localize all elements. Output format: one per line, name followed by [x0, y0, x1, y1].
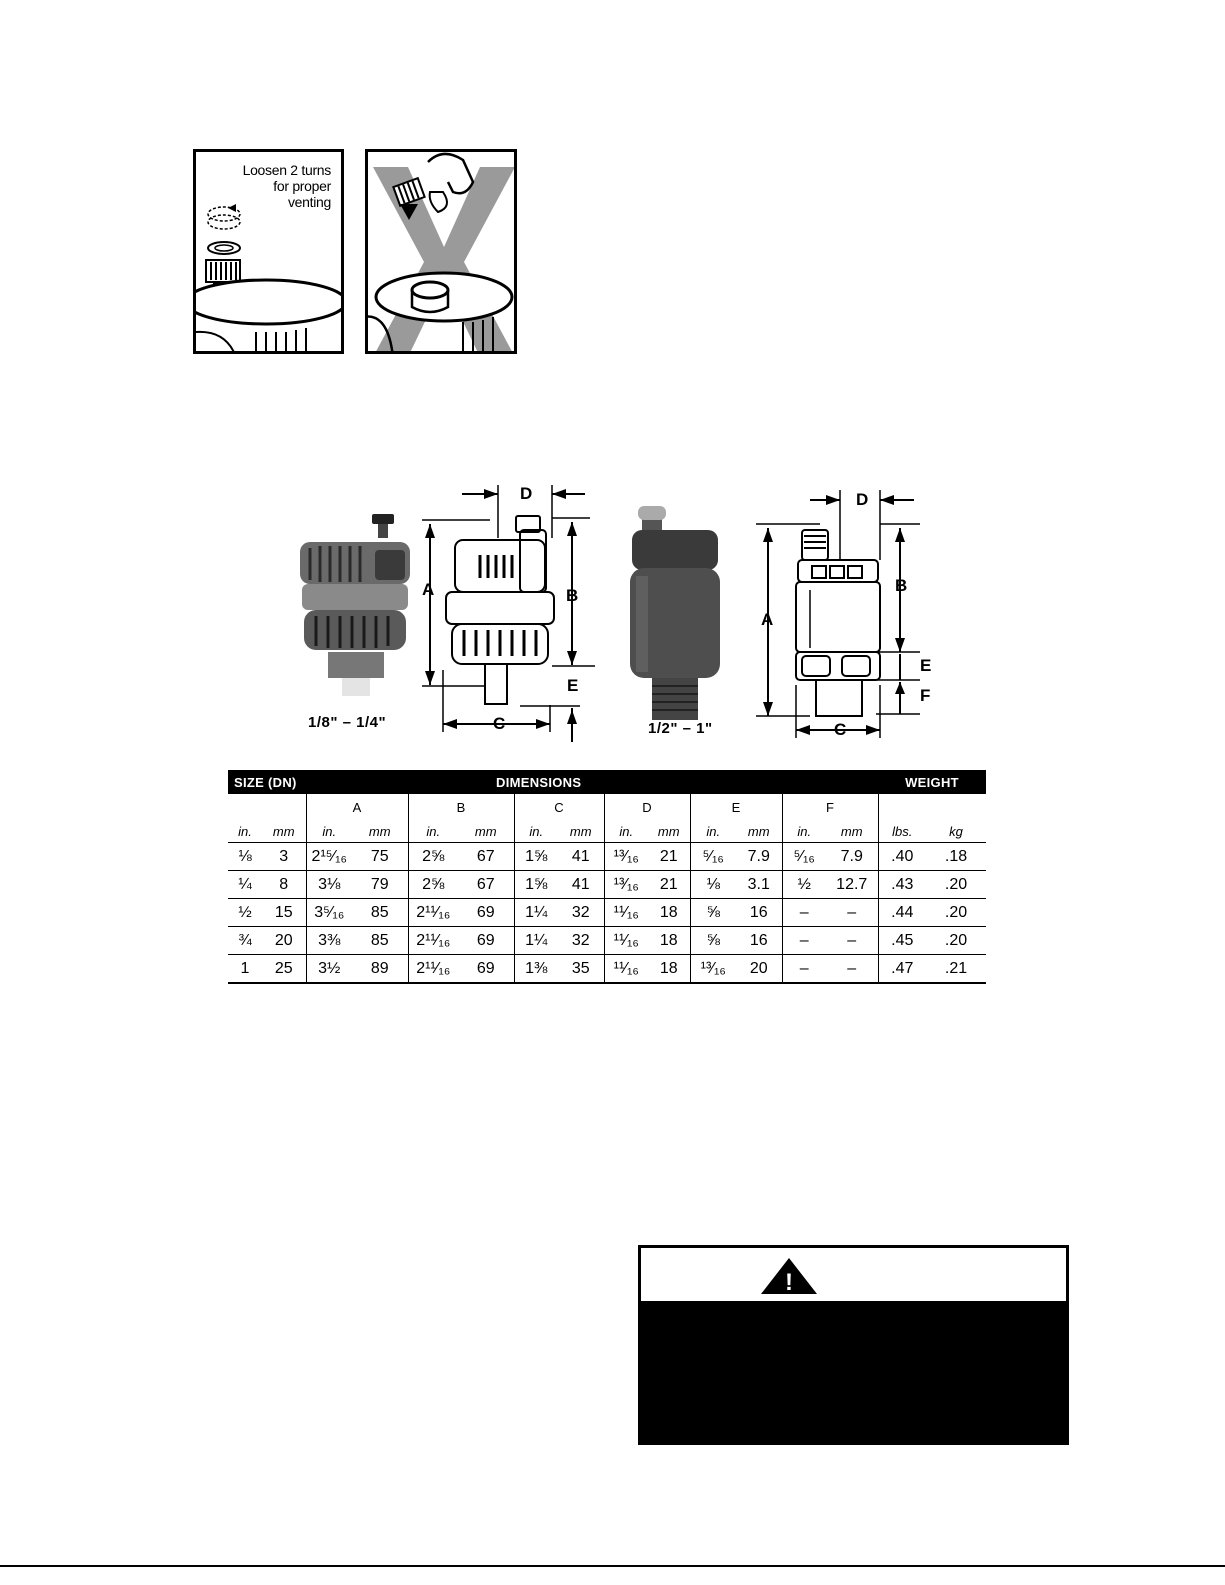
warning-body [641, 1304, 1066, 1442]
table-cell: .21 [926, 955, 986, 984]
unit-cell: in. [604, 820, 648, 843]
table-cell: 85 [352, 899, 408, 927]
table-cell: ¼ [228, 871, 262, 899]
unit-cell: in. [782, 820, 826, 843]
table-unit-row [228, 820, 986, 843]
table-cell: 20 [736, 955, 782, 984]
table-cell: 3⁵⁄₁₆ [306, 899, 352, 927]
large-vent-photo [630, 506, 720, 720]
cap-removal-prohibited-illustration [368, 152, 517, 354]
table-cell: 35 [558, 955, 604, 984]
table-cell: 67 [458, 843, 514, 871]
table-cell: 1⅝ [514, 843, 558, 871]
vent-cap-loosen-illustration [196, 152, 344, 354]
group-blank [228, 794, 306, 820]
table-cell: 89 [352, 955, 408, 984]
table-cell: .40 [878, 843, 926, 871]
table-header-row [228, 770, 986, 794]
dim-label-d-large: D [856, 490, 869, 509]
table-cell: 67 [458, 871, 514, 899]
size-header: SIZE (DN) [228, 770, 306, 794]
dim-label-f-large: F [920, 686, 931, 705]
product-figures [280, 480, 960, 750]
table-cell: 2⅝ [408, 871, 458, 899]
table-cell: 20 [262, 927, 306, 955]
table-cell: .45 [878, 927, 926, 955]
table-cell: .47 [878, 955, 926, 984]
table-cell: .44 [878, 899, 926, 927]
table-cell: 75 [352, 843, 408, 871]
table-cell: 16 [736, 899, 782, 927]
warning-triangle-icon [759, 1256, 819, 1296]
group-e: E [690, 794, 782, 820]
dimensions-header: DIMENSIONS [306, 770, 878, 794]
table-cell: 2¹⁵⁄₁₆ [306, 843, 352, 871]
unit-cell: in. [306, 820, 352, 843]
group-f: F [782, 794, 878, 820]
dim-label-a-large: A [761, 610, 774, 629]
bottom-rule [0, 1565, 1225, 1567]
group-b: B [408, 794, 514, 820]
large-vent-diagram [756, 490, 920, 738]
table-cell: ⅛ [690, 871, 736, 899]
dimensions-table [228, 770, 986, 984]
unit-cell: lbs. [878, 820, 926, 843]
dim-label-b-large: B [895, 576, 908, 595]
table-cell: – [826, 955, 878, 984]
table-cell: ¹³⁄₁₆ [690, 955, 736, 984]
table-cell: 21 [648, 843, 690, 871]
table-cell: 79 [352, 871, 408, 899]
warning-box [638, 1245, 1069, 1445]
table-cell: 3.1 [736, 871, 782, 899]
table-cell: .43 [878, 871, 926, 899]
unit-cell: mm [558, 820, 604, 843]
table-cell: 69 [458, 927, 514, 955]
dim-label-d-small: D [520, 484, 533, 503]
table-cell: 41 [558, 871, 604, 899]
table-cell: 85 [352, 927, 408, 955]
unit-cell: in. [228, 820, 262, 843]
table-cell: ⁵⁄₁₆ [782, 843, 826, 871]
table-cell: 2⅝ [408, 843, 458, 871]
table-cell: 3⅛ [306, 871, 352, 899]
table-cell: 21 [648, 871, 690, 899]
dim-label-a-small: A [422, 580, 435, 599]
table-cell: 2¹¹⁄₁₆ [408, 927, 458, 955]
table-cell: 2¹¹⁄₁₆ [408, 899, 458, 927]
table-cell: 1¼ [514, 899, 558, 927]
table-row [228, 955, 986, 984]
table-cell: – [782, 955, 826, 984]
table-cell: ⅝ [690, 927, 736, 955]
table-cell: 3⅜ [306, 927, 352, 955]
table-cell: 7.9 [826, 843, 878, 871]
table-cell: 3½ [306, 955, 352, 984]
table-cell: ¹³⁄₁₆ [604, 843, 648, 871]
table-cell: 1¼ [514, 927, 558, 955]
small-vent-diagram [422, 485, 595, 742]
instruction-panel-do-not-remove [365, 149, 517, 354]
table-cell: ¹¹⁄₁₆ [604, 899, 648, 927]
unit-cell: in. [514, 820, 558, 843]
table-cell: 16 [736, 927, 782, 955]
table-cell: .20 [926, 927, 986, 955]
table-cell: 2¹¹⁄₁₆ [408, 955, 458, 984]
table-cell: 3 [262, 843, 306, 871]
table-cell: ⁵⁄₁₆ [690, 843, 736, 871]
caption-line-1: Loosen 2 turns [242, 162, 331, 178]
table-cell: 1⅜ [514, 955, 558, 984]
table-group-row [228, 794, 986, 820]
table-cell: – [782, 899, 826, 927]
small-vent-size-label: 1/8" – 1/4" [308, 714, 387, 731]
table-cell: ¾ [228, 927, 262, 955]
table-cell: 7.9 [736, 843, 782, 871]
caption-line-2: for proper [273, 178, 331, 194]
table-cell: – [782, 927, 826, 955]
table-cell: .18 [926, 843, 986, 871]
caption-line-3: venting [287, 194, 331, 210]
table-cell: 41 [558, 843, 604, 871]
vent-dimension-diagrams [280, 480, 960, 750]
table-cell: .20 [926, 871, 986, 899]
dim-label-c-large: C [834, 720, 847, 739]
group-c: C [514, 794, 604, 820]
dim-label-e-small: E [567, 676, 579, 695]
unit-cell: mm [458, 820, 514, 843]
group-weight-blank [878, 794, 986, 820]
table-cell: .20 [926, 899, 986, 927]
table-cell: – [826, 899, 878, 927]
dim-label-c-small: C [493, 714, 506, 733]
table-cell: 32 [558, 927, 604, 955]
weight-header: WEIGHT [878, 770, 986, 794]
group-d: D [604, 794, 690, 820]
table-cell: ¹¹⁄₁₆ [604, 955, 648, 984]
table-cell: ¹¹⁄₁₆ [604, 927, 648, 955]
unit-cell: mm [262, 820, 306, 843]
instruction-panel-loosen [193, 149, 344, 354]
warning-header [641, 1248, 1066, 1304]
table-cell: ⅛ [228, 843, 262, 871]
group-a: A [306, 794, 408, 820]
table-cell: 32 [558, 899, 604, 927]
table-cell: – [826, 927, 878, 955]
table-cell: ¹³⁄₁₆ [604, 871, 648, 899]
unit-cell: mm [648, 820, 690, 843]
unit-cell: kg [926, 820, 986, 843]
table-cell: 69 [458, 899, 514, 927]
unit-cell: mm [352, 820, 408, 843]
table-row [228, 871, 986, 899]
table-cell: 18 [648, 955, 690, 984]
table-cell: 8 [262, 871, 306, 899]
unit-cell: mm [826, 820, 878, 843]
unit-cell: in. [690, 820, 736, 843]
unit-cell: in. [408, 820, 458, 843]
unit-cell: mm [736, 820, 782, 843]
table-cell: 1⅝ [514, 871, 558, 899]
small-vent-photo [300, 514, 410, 696]
table-row [228, 843, 986, 871]
table-cell: 12.7 [826, 871, 878, 899]
dim-label-e-large: E [920, 656, 932, 675]
large-vent-size-label: 1/2" – 1" [648, 720, 713, 737]
table-cell: 1 [228, 955, 262, 984]
table-row [228, 899, 986, 927]
table-cell: 18 [648, 899, 690, 927]
table-cell: 69 [458, 955, 514, 984]
table-cell: 25 [262, 955, 306, 984]
warning-symbol: ! [785, 1269, 793, 1296]
table-cell: ⅝ [690, 899, 736, 927]
table-row [228, 927, 986, 955]
table-cell: ½ [228, 899, 262, 927]
dim-label-b-small: B [566, 586, 579, 605]
table-cell: 18 [648, 927, 690, 955]
table-cell: ½ [782, 871, 826, 899]
table-cell: 15 [262, 899, 306, 927]
